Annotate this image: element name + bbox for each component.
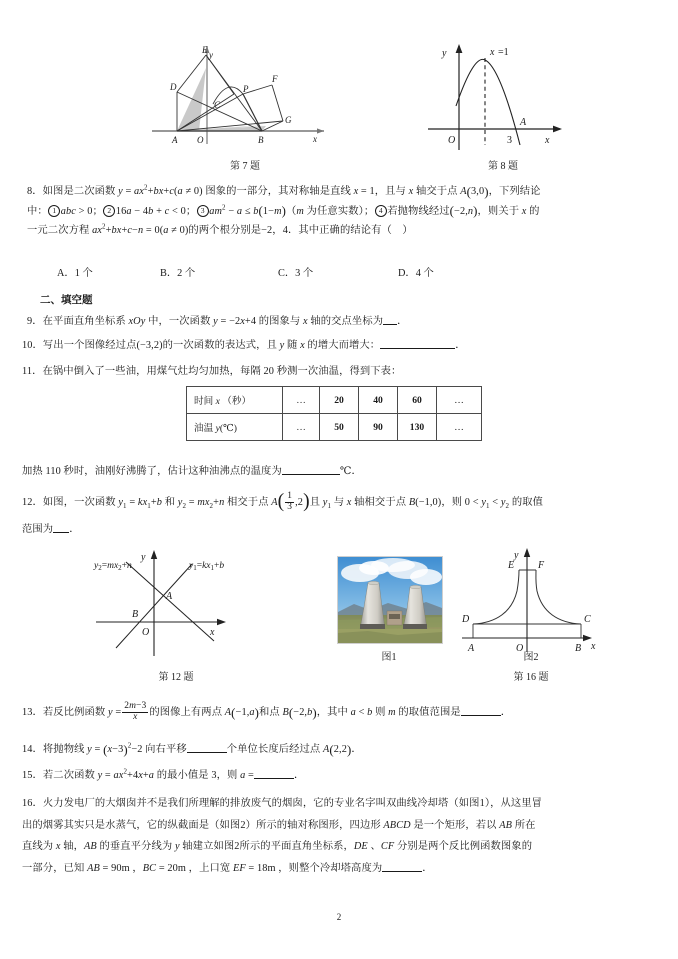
section-heading-fill-in-blank: 二、填空题 (40, 295, 93, 306)
svg-text:O: O (197, 135, 204, 145)
svg-text:E: E (508, 560, 515, 571)
question-16-line4: 一部分，已知 AB = 90m ，BC = 20m ，上口宽 EF = 18m ，则整个冷却塔高度为 (22, 862, 383, 874)
figure-7-svg (150, 32, 340, 154)
question-16 (22, 793, 654, 879)
svg-text:A: A (468, 643, 475, 654)
question-8-number: 8． (27, 186, 43, 197)
question-11-text: 在锅中倒入了一些油，用煤气灶均匀加热，每隔 20 秒测一次油温，得到下表： (42, 366, 402, 377)
question-11-unit: ℃． (339, 466, 362, 477)
svg-text:F: F (538, 560, 545, 571)
cell-time-3: 60 (398, 387, 437, 414)
fraction-denominator: x (133, 711, 138, 722)
svg-text:x: x (313, 134, 317, 144)
cooling-tower-photo-svg (338, 557, 442, 643)
svg-text:B: B (258, 135, 264, 145)
cell-temp-2: 90 (359, 414, 398, 441)
figure-7 (150, 32, 340, 154)
option-d[interactable]: D．4 个 (398, 268, 434, 279)
question-15-tail: ． (293, 770, 305, 781)
answer-blank-15[interactable] (254, 767, 294, 779)
svg-text:y1=kx1+b: $y_1=kx_1+b$ (189, 561, 225, 572)
cell-temp-1: 50 (320, 414, 359, 441)
svg-text:3: 3 (507, 135, 512, 146)
question-11-after (22, 462, 646, 482)
question-8-line2: 中： 1 abc > 0； 2 16a − 4b + c < 0； 3 $am^2 - a \le b(1-m)(m$ 为任意实数）； 4 若抛物线经过(−2,n)，则关于 x 的 (27, 203, 540, 219)
table-row-temperature (187, 414, 482, 441)
svg-text:P: P (243, 84, 249, 94)
svg-text:A: A (172, 135, 178, 145)
cell-temp-4: … (437, 414, 482, 441)
figure-8 (428, 32, 578, 154)
fraction-numerator: 2m−3 (124, 700, 147, 711)
fraction-2m-3-over-x (122, 702, 148, 723)
svg-text:A: A (520, 117, 527, 128)
svg-text:O: O (448, 135, 456, 146)
figure-7-caption: 第 7 题 (230, 161, 260, 172)
svg-text:C: C (214, 100, 221, 110)
row-label-temperature: 油温 y(℃) (187, 414, 283, 441)
answer-blank-14[interactable] (187, 741, 227, 753)
question-16-tail: ． (422, 862, 433, 874)
svg-text:F: F (272, 74, 278, 84)
svg-text:D: D (462, 614, 470, 625)
svg-text:E: E (202, 45, 208, 55)
question-9: 9．在平面直角坐标系 xOy 中，一次函数 y = −2x+4 的图象与 x 轴的交点坐标为 ． (27, 312, 651, 332)
question-15-pre: 若二次函数 $y = ax^2+4x+a$ 的最小值是 3，则 a = (42, 767, 254, 781)
cell-time-2: 40 (359, 387, 398, 414)
question-14 (22, 740, 652, 760)
question-15-number: 15． (22, 770, 43, 781)
answer-blank-12[interactable] (53, 521, 69, 533)
question-16-line3: 直线为 x 轴，AB 的垂直平分线为 y 轴建立如图2所示的平面直角坐标系，DE 、CF 分别是两个反比例函数图象的 (22, 841, 533, 852)
cell-time-0: … (283, 387, 320, 414)
question-16-line2: 出的烟雾其实只是水蒸气，它的纵截面是（如图2）所示的轴对称图形，四边形 ABCD 是一个矩形，若以 AB 所在 (22, 819, 536, 831)
svg-text:=1: =1 (498, 47, 509, 58)
question-8 (27, 182, 651, 241)
question-13 (22, 700, 652, 726)
question-8-line1: 如图是二次函数 $y = ax^2+bx+c(a \ne 0)$ 图象的一部分，其对称轴是直线 x = 1，且与 x 轴交于点 A(3,0)，下列结论 (42, 183, 541, 199)
paren-close: ) (303, 491, 310, 513)
svg-text:x: x (490, 47, 495, 58)
cell-time-1: 20 (320, 387, 359, 414)
question-13-tail: ． (500, 707, 512, 718)
svg-text:y: y (141, 552, 146, 563)
option-b[interactable]: B．2 个 (160, 268, 196, 279)
question-11-after-text: 加热 110 秒时，油刚好沸腾了，估计这种油沸点的温度为 (22, 466, 282, 477)
page-number: 2 (336, 912, 342, 922)
option-c[interactable]: C．3 个 (278, 268, 314, 279)
question-16-line1: 火力发电厂的大烟囱并不是我们所理解的排放废气的烟囱，它的专业名字叫双曲线冷却塔（如图1），从这里冒 (42, 798, 543, 809)
question-13-post: 的图像上有两点 A(−1,a)和点 B(−2,b)，其中 a < b 则 m 的取值范围是 (149, 705, 461, 720)
svg-text:D: D (170, 82, 177, 92)
row-label-time: 时间 x （秒） (187, 387, 283, 414)
question-12-number: 12． (22, 497, 43, 508)
svg-text:O: O (142, 627, 150, 638)
question-11-number: 11． (22, 366, 43, 377)
question-14-post: 个单位长度后经过点 A(2,2)． (226, 742, 362, 757)
cell-temp-3: 130 (398, 414, 437, 441)
svg-text:y: y (209, 50, 213, 60)
figure-8-caption: 第 8 题 (488, 161, 518, 172)
svg-text:y: y (514, 550, 519, 561)
svg-text:B: B (132, 609, 139, 620)
figure-16-caption-fig2: 图2 (523, 652, 539, 663)
figure-12-svg (96, 538, 256, 658)
svg-text:y2=mx2+n: $y_2=mx_2+n$ (94, 561, 132, 572)
answer-blank-9[interactable] (383, 313, 397, 325)
question-11 (22, 362, 646, 382)
answer-blank-13[interactable] (461, 704, 501, 716)
question-9-text: 在平面直角坐标系 xOy 中，一次函数 y = −2x+4 的图象与 x 轴的交点坐标为 (42, 316, 384, 327)
question-15 (22, 766, 652, 786)
answer-blank-10[interactable] (380, 337, 455, 349)
question-14-number: 14． (22, 744, 43, 755)
svg-text:O: O (516, 643, 524, 654)
svg-text:x: x (591, 641, 596, 652)
fraction-one-third: $\frac{1}{3}$ (287, 490, 293, 512)
answer-blank-16[interactable] (382, 860, 422, 872)
oil-temperature-table (186, 386, 482, 441)
question-14-pre: 将抛物线 $y = (x-3)^2-2$ 向右平移 (42, 741, 187, 757)
question-8-options (0, 264, 678, 282)
svg-text:G: G (285, 115, 292, 125)
svg-text:A: A (166, 591, 173, 602)
question-10-number: 10． (22, 340, 43, 351)
svg-text:y: y (442, 48, 447, 59)
question-8-line3: 一元二次方程 $ax^2+bx+c-n = 0(a \ne 0)$的两个根分别是−2，4．其中正确的结论有（ ） (27, 222, 413, 236)
question-9-number: 9． (27, 316, 43, 327)
question-10: 10．写出一个图像经过点(−3,2)的一次函数的表达式，且 y 随 x 的增大而增大： ． (22, 336, 646, 356)
question-12 (22, 490, 652, 516)
cell-temp-0: … (283, 414, 320, 441)
figure-12 (96, 538, 256, 658)
figure-photo-caption: 图1 (381, 652, 397, 663)
question-12-line1b: 且 $y_1$ 与 x 轴相交于点 B(−1,0)，则 $0 < y_1 < y_2$ 的取值 (309, 497, 544, 511)
question-12-line2-text: 范围为 (22, 524, 54, 535)
svg-text:x: x (545, 135, 550, 146)
question-12-line1: 如图，一次函数 $y_1 = kx_1+b$ 和 $y_2 = mx_2+n$ 相交于点 A (42, 497, 278, 511)
svg-text:C: C (584, 614, 591, 625)
question-16-number: 16． (22, 798, 43, 809)
question-13-number: 13． (22, 707, 43, 718)
figure-12-caption: 第 12 题 (158, 672, 194, 683)
question-12-line2: 范围为 ． (22, 520, 646, 540)
cell-time-4: … (437, 387, 482, 414)
answer-blank-11[interactable] (282, 463, 340, 475)
question-10-text: 写出一个图像经过点(−3,2)的一次函数的表达式，且 y 随 x 的增大而增大： (42, 340, 381, 351)
svg-text:x: x (210, 627, 215, 638)
figure-8-svg (428, 32, 578, 154)
svg-text:B: B (575, 643, 582, 654)
figure-16-svg (456, 538, 606, 656)
option-a[interactable]: A．1 个 (57, 268, 93, 279)
fraction-tail: ,2 (295, 497, 304, 508)
paren-open: ( (277, 491, 285, 513)
figure-16 (456, 538, 606, 656)
cooling-tower-photo (337, 556, 443, 644)
question-13-pre: 若反比例函数 y = (42, 707, 122, 718)
figure-16-caption: 第 16 题 (513, 672, 549, 683)
table-row-time (187, 387, 482, 414)
